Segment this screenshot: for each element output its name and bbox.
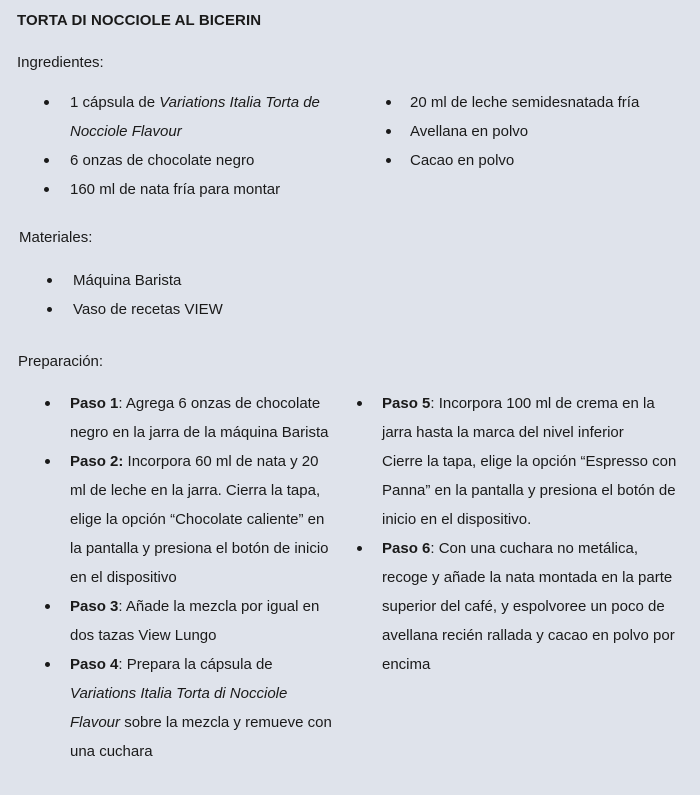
bullet-icon (386, 129, 391, 134)
bullet-icon (357, 401, 362, 406)
step-text: : Incorpora 100 ml de crema en la jarra hasta la marca del nivel inferior (382, 395, 655, 441)
step-text: : Con una cuchara no metálica, recoge y añade la nata montada en la parte superior del café, y espolvoree un poco de avellana recién rallada y cacao en polvo por encima (382, 540, 675, 673)
list-item (70, 88, 340, 146)
step-text: sobre la mezcla y remueve con una cuchara (70, 714, 332, 760)
bullet-icon (47, 307, 52, 312)
list-item (410, 88, 690, 117)
step-label: Paso 6 (382, 540, 431, 557)
step-capsule-name: Variations Italia Torta di Nocciole Flavour (70, 685, 288, 731)
bullet-icon (45, 662, 50, 667)
ingredient-text: Cacao en polvo (410, 152, 515, 169)
list-item (70, 146, 340, 175)
step-label: Paso 4 (70, 656, 119, 673)
list-item (410, 146, 690, 175)
step-text-continued: Cierre la tapa, elige la opción “Espresso con Panna” en la pantalla y presiona el botón de inicio en el dispositivo. (382, 453, 677, 528)
list-item (70, 175, 340, 204)
materials-heading: Materiales: (19, 229, 93, 246)
ingredient-text: Avellana en polvo (410, 123, 529, 140)
bullet-icon (386, 100, 391, 105)
bullet-icon (44, 158, 49, 163)
bullet-icon (45, 459, 50, 464)
bullet-icon (45, 604, 50, 609)
preparation-list-left (70, 389, 338, 766)
step-text: : Prepara la cápsula de (118, 656, 273, 673)
ingredient-text: 20 ml de leche semidesnatada fría (410, 94, 640, 111)
step-text: Incorpora 60 ml de nata y 20 ml de leche en la jarra. Cierra la tapa, elige la opción “Chocolate caliente” en la pantalla y presiona el botón de inicio en el dispositivo (70, 453, 329, 586)
ingredient-text: 1 cápsula de (70, 94, 160, 111)
bullet-icon (44, 100, 49, 105)
ingredients-heading: Ingredientes: (17, 54, 104, 71)
list-item (70, 447, 338, 592)
bullet-icon (47, 278, 52, 283)
step-label: Paso 2: (70, 453, 124, 470)
ingredients-list-left (70, 88, 340, 204)
bullet-icon (44, 187, 49, 192)
material-text: Máquina Barista (73, 272, 182, 289)
step-text: : Añade la mezcla por igual en dos tazas View Lungo (70, 598, 320, 644)
material-text: Vaso de recetas VIEW (73, 301, 223, 318)
list-item (70, 389, 338, 447)
list-item (410, 117, 690, 146)
recipe-title: TORTA DI NOCCIOLE AL BICERIN (17, 12, 262, 29)
bullet-icon (45, 401, 50, 406)
bullet-icon (386, 158, 391, 163)
step-label: Paso 1 (70, 395, 119, 412)
step-label: Paso 5 (382, 395, 431, 412)
preparation-list-right (382, 389, 682, 679)
ingredients-list-right (410, 88, 690, 175)
step-label: Paso 3 (70, 598, 119, 615)
ingredient-capsule-name: Variations Italia Torta de Nocciole Flavour (70, 94, 320, 140)
preparation-heading: Preparación: (18, 353, 104, 370)
list-item (70, 650, 338, 766)
list-item (73, 266, 373, 295)
list-item (73, 295, 373, 324)
list-item (382, 534, 682, 679)
list-item (70, 592, 338, 650)
materials-list (73, 266, 373, 324)
ingredient-text: 160 ml de nata fría para montar (70, 181, 281, 198)
bullet-icon (357, 546, 362, 551)
ingredient-text: 6 onzas de chocolate negro (70, 152, 255, 169)
step-text: : Agrega 6 onzas de chocolate negro en la jarra de la máquina Barista (70, 395, 329, 441)
list-item (382, 389, 682, 534)
